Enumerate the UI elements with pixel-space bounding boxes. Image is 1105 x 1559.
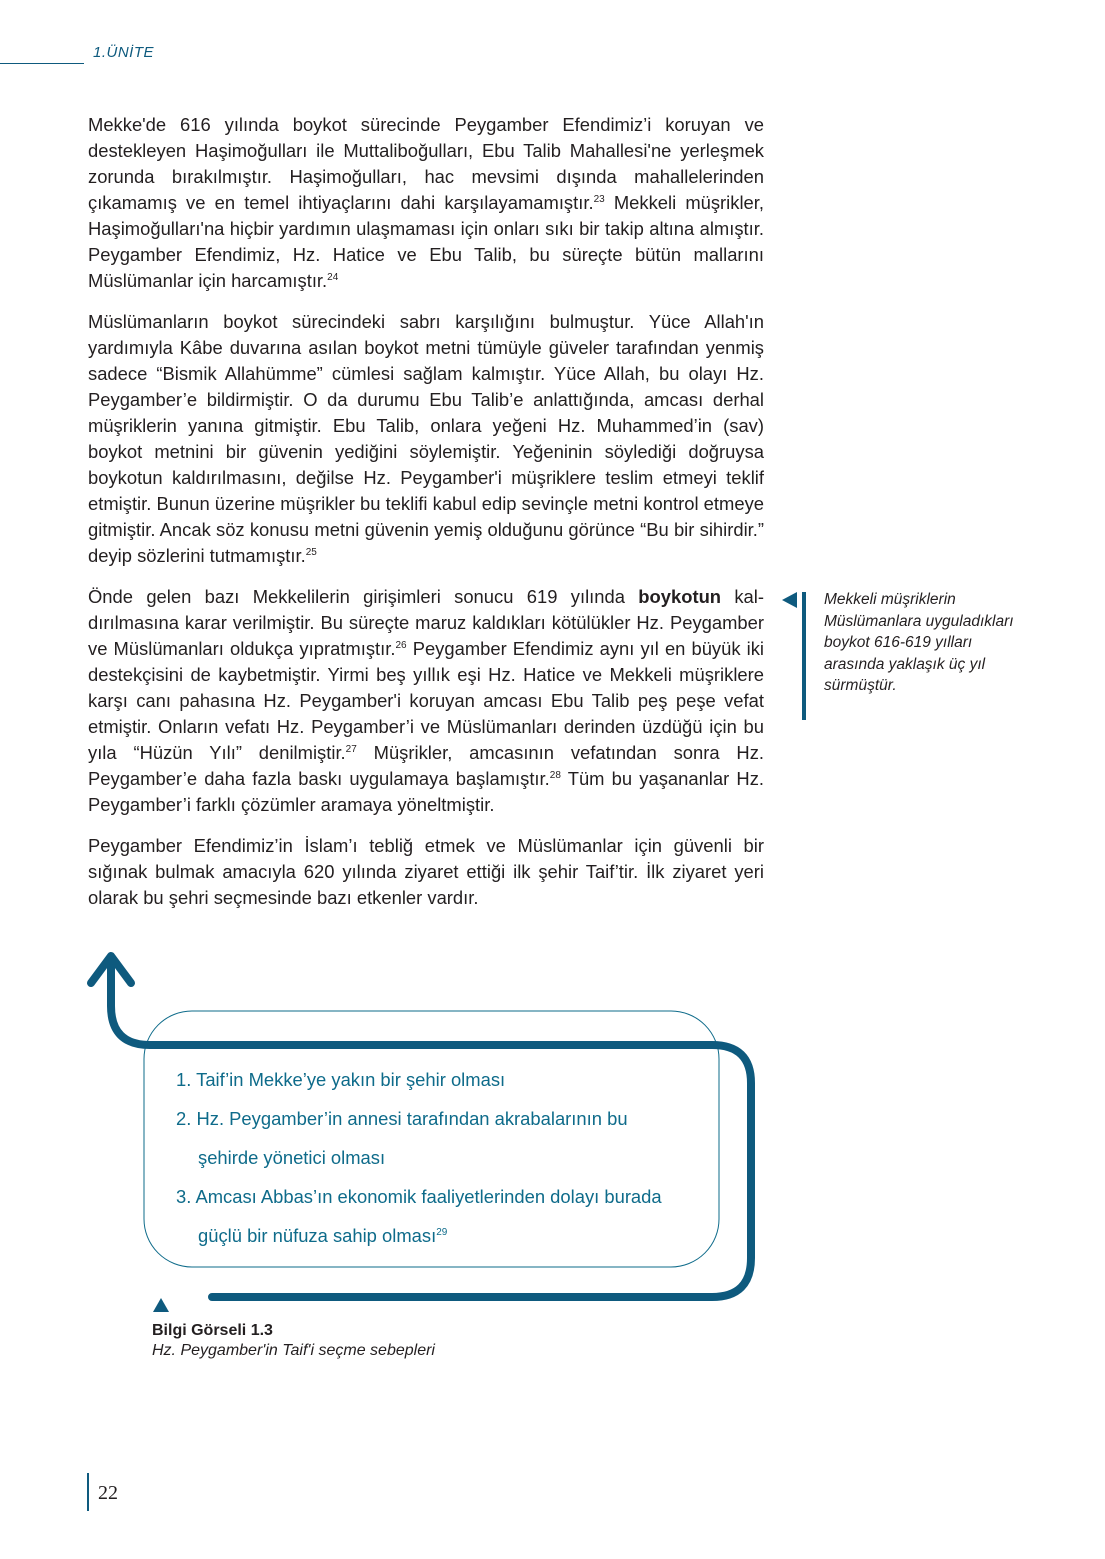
list-text: Hz. Peygamber’in annesi tarafından akrabalarının bu xyxy=(196,1108,628,1129)
footnote-ref: 25 xyxy=(305,547,317,558)
p3-bold-term: boykotun xyxy=(638,586,722,607)
footnote-ref: 26 xyxy=(395,640,407,651)
list-item xyxy=(176,1099,736,1138)
paragraph-2 xyxy=(88,309,764,569)
list-number: 3. xyxy=(176,1186,192,1207)
list-text: Amcası Abbas’ın ekonomik faaliyetlerinden dolayı burada xyxy=(195,1186,662,1207)
figure-caption xyxy=(152,1298,435,1360)
list-item xyxy=(176,1177,736,1216)
side-note-marker-icon xyxy=(782,592,806,720)
figure-caption-subtitle: Hz. Peygamber'in Taif'i seçme sebepleri xyxy=(152,1342,435,1359)
list-item xyxy=(176,1060,736,1099)
unit-label: 1.ÜNİTE xyxy=(93,44,155,61)
paragraph-3 xyxy=(88,584,764,818)
p3-text-a: Önde gelen bazı Mekkelilerin girişimleri sonucu 619 yılında xyxy=(88,586,639,607)
list-item-continuation xyxy=(176,1216,736,1255)
p3-text-d: Müşrikler, amcasının vefatından sonra Hz. Peygamber’e daha fazla baskı uygulamaya başlamıştır. xyxy=(88,742,764,789)
page-number: 22 xyxy=(98,1482,118,1504)
p1-text-b: Mekkeli müşrikler, Haşimoğulları'na hiçbir yardımın ulaşmaması için onları sıkı bir takip altına almıştır. Peygamber Efendimiz, Hz. Hatice ve Ebu Talib, bu süreçte bütün mallarını Müslümanlar için harcamıştır. xyxy=(88,192,764,291)
list-text: şehirde yönetici olması xyxy=(198,1147,386,1168)
list-number: 1. xyxy=(176,1069,192,1090)
footnote-ref: 23 xyxy=(593,194,605,205)
paragraph-4 xyxy=(88,833,764,911)
footnote-ref: 28 xyxy=(549,770,561,781)
p3-text-e: Tüm bu yaşananlar Hz. Peygamber’i farklı çözümler aramaya yöneltmiştir. xyxy=(88,768,764,815)
reasons-list xyxy=(176,1060,736,1255)
p3-text-b: kaldırılmasına karar verilmiştir. Bu süreçte maruz kaldıkları kötülükler Hz. Peygamber ve Müslümanları oldukça yıpratmıştır. xyxy=(88,586,764,659)
p4-text: Peygamber Efendimiz’in İslam’ı tebliğ etmek ve Müslümanlar için güvenli bir sığınak bulmak amacıyla 620 yılında ziyaret ettiği ilk şehir Taif’tir. İlk ziyaret yeri olarak bu şehri seçmesinde bazı etkenler vardır. xyxy=(88,835,764,908)
footnote-ref: 24 xyxy=(327,272,339,283)
p2-text: Müslümanların boykot sürecindeki sabrı karşılığını bulmuştur. Yüce Allah'ın yardımıyla Kâbe duvarına asılan boykot metni tümüyle güveler tarafından yenmiş sadece “Bismik Allahümme” cümlesi sağlam kalmıştır. Yüce Allah, bu olayı Hz. Peygamber’e bildirmiştir. O da durumu Ebu Talib’e anlattığında, amcası derhal müşriklerin yanına gitmiştir. Ebu Talib, onlara yeğeni Hz. Muhammed’in (sav) boykot metnini bir güvenin yediğini söylemiştir. Yeğeninin söylediği doğruysa boykotun kaldırılmasını, değilse Hz. Peygamber'i müşriklere teslim etmeyi teklif etmiştir. Bunun üzerine müşrikler bu teklifi kabul edip sevinçle metni kontrol etmeye gitmiştir. Ancak söz konusu metni güvenin yemiş olduğunu görünce “Bu bir sihirdir.” deyip sözlerini tutmamıştır. xyxy=(88,311,764,566)
main-text xyxy=(88,112,764,926)
footnote-ref: 27 xyxy=(345,744,357,755)
list-text: Taif’in Mekke’ye yakın bir şehir olması xyxy=(196,1069,506,1090)
caption-triangle-icon xyxy=(153,1298,169,1312)
up-arrow-icon xyxy=(91,956,131,983)
footnote-ref: 29 xyxy=(436,1227,448,1238)
list-text: güçlü bir nüfuza sahip olması xyxy=(198,1225,437,1246)
header-rule xyxy=(0,63,84,64)
paragraph-1 xyxy=(88,112,764,294)
figure-caption-title: Bilgi Görseli 1.3 xyxy=(152,1322,273,1339)
p3-text-c: Peygamber Efendimiz aynı yıl en büyük iki destekçisini de kaybetmiştir. Yirmi beş yıllık eşi Hz. Hatice ve Mekkeli müşriklere karşı canı pahasına Hz. Peygamber'i koruyan amcası Ebu Talib peş peşe vefat etmiştir. Onların vefatı Hz. Peygamber’i ve Müslümanları derinden üzdüğü için bu yıla “Hüzün Yılı” denilmiştir. xyxy=(88,638,764,763)
side-note: Mekkeli müşriklerin Müslümanlara uyguladıkları boykot 616-619 yılları arasında yaklaşık üç yıl sürmüştür. xyxy=(824,591,1014,694)
list-item-continuation xyxy=(176,1138,736,1177)
list-number: 2. xyxy=(176,1108,192,1129)
p1-text-a: Mekke'de 616 yılında boykot sürecinde Peygamber Efendimiz’i koruyan ve destekleyen Haşimoğulları ile Muttaliboğulları, Ebu Talib Mahallesi'ne yerleşmek zorunda bırakılmıştır. Haşimoğulları, hac mevsimi dışında mahallelerinden çıkamamış ve en temel ihtiyaçlarını dahi karşılayamamıştır. xyxy=(88,114,764,213)
page-number-rule xyxy=(87,1473,89,1511)
